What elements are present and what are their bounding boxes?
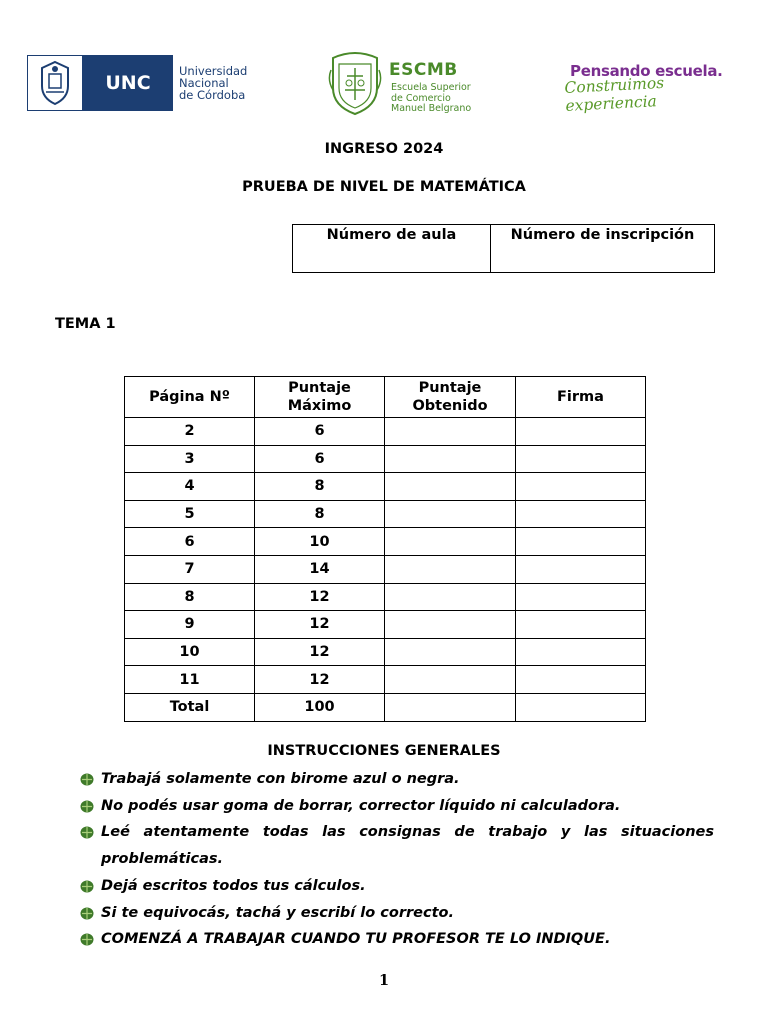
- bullet-icon: [80, 880, 94, 893]
- total-firma-cell[interactable]: [516, 693, 646, 721]
- pensando-line1: Pensando escuela.: [570, 62, 723, 80]
- aula-label: Número de aula: [326, 227, 457, 243]
- obtenido-cell[interactable]: [385, 418, 516, 446]
- pagina-cell: 4: [125, 473, 255, 501]
- maximo-cell: 14: [255, 555, 385, 583]
- unc-abbr: UNC: [83, 55, 173, 111]
- list-item: [78, 766, 714, 793]
- total-obtenido-cell[interactable]: [385, 693, 516, 721]
- maximo-cell: 12: [255, 583, 385, 611]
- header-puntaje-obtenido: Puntaje Obtenido: [385, 377, 516, 418]
- maximo-cell: 10: [255, 528, 385, 556]
- header-pagina: Página Nº: [125, 377, 255, 418]
- obtenido-cell[interactable]: [385, 666, 516, 694]
- score-table: [124, 376, 646, 722]
- bullet-icon: [80, 933, 94, 946]
- instruction-text: Leé atentamente todas las consignas de trabajo y las situaciones problemáticas.: [101, 824, 714, 868]
- table-row: [125, 666, 646, 694]
- obtenido-cell[interactable]: [385, 611, 516, 639]
- maximo-cell: 6: [255, 445, 385, 473]
- unc-name: Universidad Nacional de Córdoba: [179, 64, 248, 102]
- firma-cell[interactable]: [516, 418, 646, 446]
- header-firma: Firma: [516, 377, 646, 418]
- total-label: Total: [125, 693, 255, 721]
- list-item: [78, 926, 714, 953]
- pensando-line2: Construimos experiencia: [564, 73, 665, 115]
- instruction-text: Trabajá solamente con birome azul o negra.: [101, 771, 460, 787]
- maximo-cell: 12: [255, 638, 385, 666]
- list-item: [78, 900, 714, 927]
- pagina-cell: 3: [125, 445, 255, 473]
- firma-cell[interactable]: [516, 555, 646, 583]
- firma-cell[interactable]: [516, 445, 646, 473]
- obtenido-cell[interactable]: [385, 638, 516, 666]
- firma-cell[interactable]: [516, 528, 646, 556]
- table-row: [125, 638, 646, 666]
- table-row: [125, 473, 646, 501]
- table-row: [125, 418, 646, 446]
- pagina-cell: 6: [125, 528, 255, 556]
- maximo-cell: 8: [255, 473, 385, 501]
- pensando-escuela-logo: [564, 62, 745, 115]
- obtenido-cell[interactable]: [385, 528, 516, 556]
- obtenido-cell[interactable]: [385, 500, 516, 528]
- list-item: [78, 819, 714, 872]
- inscripcion-label: Número de inscripción: [510, 227, 695, 243]
- table-row: [125, 445, 646, 473]
- unc-logo: [27, 55, 248, 113]
- classroom-registration-table: [292, 224, 715, 273]
- pagina-cell: 9: [125, 611, 255, 639]
- escmb-abbr: ESCMB: [389, 60, 458, 80]
- maximo-cell: 12: [255, 611, 385, 639]
- obtenido-cell[interactable]: [385, 445, 516, 473]
- table-row: [125, 555, 646, 583]
- pagina-cell: 11: [125, 666, 255, 694]
- obtenido-cell[interactable]: [385, 583, 516, 611]
- total-value: 100: [255, 693, 385, 721]
- header-puntaje-maximo: Puntaje Máximo: [255, 377, 385, 418]
- firma-cell[interactable]: [516, 473, 646, 501]
- bullet-icon: [80, 800, 94, 813]
- firma-cell[interactable]: [516, 638, 646, 666]
- total-row: [125, 693, 646, 721]
- maximo-cell: 6: [255, 418, 385, 446]
- instruction-text: Dejá escritos todos tus cálculos.: [101, 877, 366, 894]
- instruction-text: COMENZÁ A TRABAJAR CUANDO TU PROFESOR TE LO INDIQUE.: [101, 931, 611, 948]
- tema-label: TEMA 1: [55, 316, 116, 332]
- instruction-text: No podés usar goma de borrar, corrector líquido ni calculadora.: [101, 797, 621, 814]
- table-row: [125, 611, 646, 639]
- pagina-cell: 10: [125, 638, 255, 666]
- firma-cell[interactable]: [516, 666, 646, 694]
- instructions-list: [78, 766, 714, 953]
- escmb-crest-icon: [327, 50, 383, 116]
- firma-cell[interactable]: [516, 611, 646, 639]
- firma-cell[interactable]: [516, 500, 646, 528]
- unc-shield-icon: [27, 55, 83, 111]
- firma-cell[interactable]: [516, 583, 646, 611]
- instruction-text: Si te equivocás, tachá y escribí lo correcto.: [101, 904, 454, 921]
- score-table-header: [125, 377, 646, 418]
- list-item: [78, 873, 714, 900]
- escmb-name: Escuela Superior de Comercio Manuel Belgrano: [391, 82, 472, 114]
- table-row: [125, 500, 646, 528]
- list-item: [78, 793, 714, 820]
- table-row: [125, 583, 646, 611]
- maximo-cell: 8: [255, 500, 385, 528]
- bullet-icon: [80, 826, 94, 839]
- pagina-cell: 8: [125, 583, 255, 611]
- obtenido-cell[interactable]: [385, 473, 516, 501]
- instructions-title: INSTRUCCIONES GENERALES: [267, 743, 501, 759]
- escmb-logo: [327, 50, 477, 116]
- bullet-icon: [80, 773, 94, 786]
- inscripcion-cell[interactable]: [491, 225, 715, 273]
- maximo-cell: 12: [255, 666, 385, 694]
- pagina-cell: 7: [125, 555, 255, 583]
- page-number: 1: [378, 972, 390, 989]
- bullet-icon: [80, 907, 94, 920]
- aula-cell[interactable]: [293, 225, 491, 273]
- pagina-cell: 2: [125, 418, 255, 446]
- pagina-cell: 5: [125, 500, 255, 528]
- exam-year-title: INGRESO 2024: [324, 141, 444, 157]
- exam-subject-title: PRUEBA DE NIVEL DE MATEMÁTICA: [242, 179, 526, 195]
- obtenido-cell[interactable]: [385, 555, 516, 583]
- table-row: [125, 528, 646, 556]
